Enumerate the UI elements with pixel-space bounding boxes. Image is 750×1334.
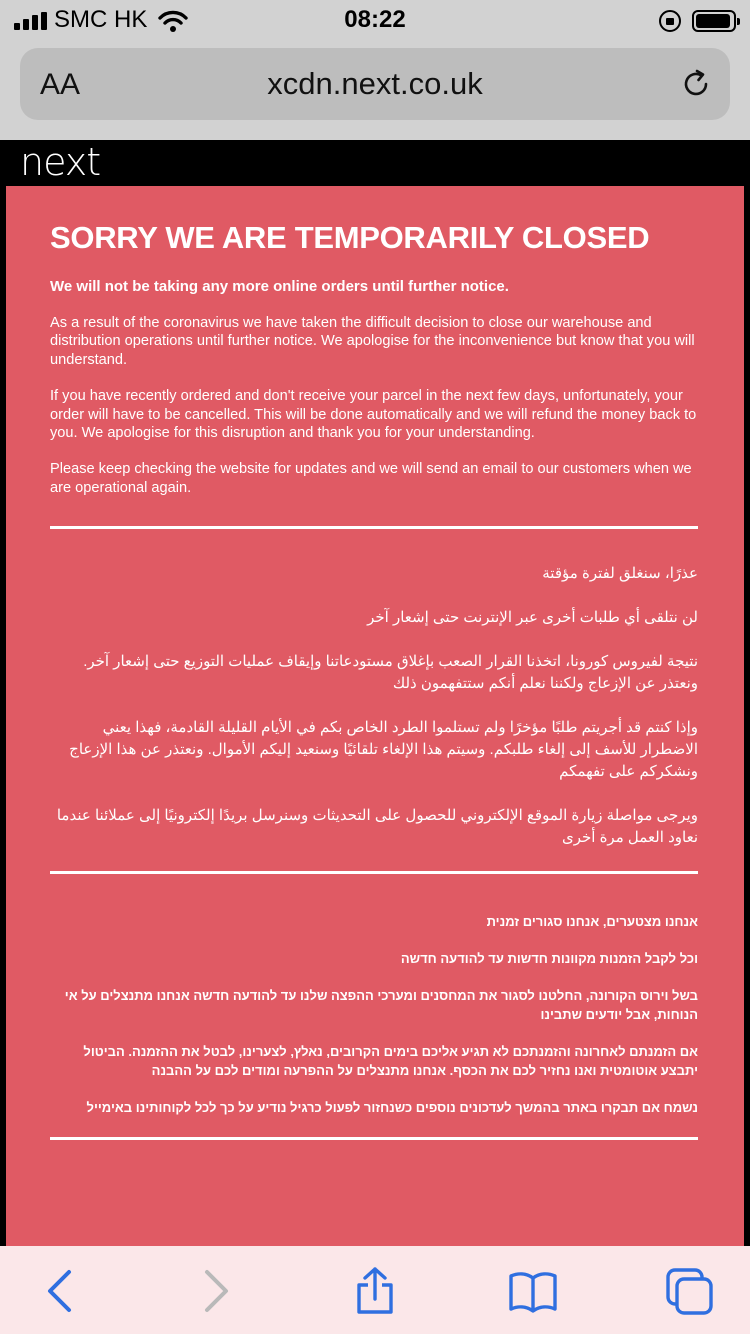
hebrew-paragraph: בשל וירוס הקורונה, החלטנו לסגור את המחסנים ומערכי ההפצה שלנו עד להודעה חדשה אנחנו מתנצלים על אי הנוחות, אבל יודעים שתבינו — [64, 988, 698, 1023]
hebrew-lead: וכל לקבל הזמנות מקוונות חדשות עד להודעה חדשה — [400, 951, 698, 967]
arabic-notice — [50, 563, 698, 849]
paragraph: If you have recently ordered and don't receive your parcel in the next few days, unfortunately, your order will have to be cancelled. This will be done automatically and we will refund the money back to you. We apologise for this disruption and thank you for your understanding. — [50, 388, 697, 442]
arabic-paragraph: ويرجى مواصلة زيارة الموقع الإلكتروني للحصول على التحديثات وسنرسل بريدًا إلكترونيًا إلى عملائنا عندما نعاود العمل مرة أخرى — [56, 807, 698, 847]
arabic-lead: لن نتلقى أي طلبات أخرى عبر الإنترنت حتى إشعار آخر — [367, 609, 698, 627]
reload-icon[interactable] — [680, 68, 712, 100]
clock: 08:22 — [344, 6, 406, 33]
arabic-paragraph: نتيجة لفيروس كورونا، اتخذنا القرار الصعب بإغلاق مستودعاتنا وإيقاف عمليات التوزيع حتى إشعار آخر. ونعتذر عن الإزعاج ولكننا نعلم أنكم ستتفهمون ذلك — [83, 653, 698, 693]
bookmarks-icon[interactable] — [508, 1266, 558, 1316]
arabic-paragraph: وإذا كنتم قد أجريتم طلبًا مؤخرًا ولم تستلموا الطرد الخاص بكم في الأيام القليلة القادمة، فهذا يعني الاضطرار للأسف إلى إلغاء طلبكم. وسيتم هذا الإلغاء تلقائيًا وسنعيد إليكم الأموال. ونعتذر عن هذا الإزعاج ونشكركم على تفهمكم — [69, 719, 698, 781]
battery-icon — [692, 10, 736, 32]
site-logo[interactable]: next — [20, 140, 101, 184]
arabic-title: عذرًا، سنغلق لفترة مؤقتة — [542, 565, 698, 583]
share-icon[interactable] — [350, 1266, 400, 1316]
divider — [50, 871, 698, 874]
forward-icon[interactable] — [190, 1266, 240, 1316]
divider — [50, 526, 698, 529]
hebrew-paragraph: אם הזמנתם לאחרונה והזמנתכם לא תגיע אליכם בימים הקרובים, נאלץ, לצערינו, לבטל את ההזמנה. הביטול יתבצע אוטומטית ואנו נחזיר לכם את הכסף. אנחנו מתנצלים על ההפרעה ומודים לכם על ההבנה — [83, 1044, 698, 1079]
closure-notice-panel — [6, 140, 744, 1246]
notice-content — [50, 218, 698, 1140]
address-bar[interactable] — [20, 48, 730, 120]
divider — [50, 1137, 698, 1140]
page-title: SORRY WE ARE TEMPORARILY CLOSED — [50, 220, 650, 255]
paragraph: As a result of the coronavirus we have taken the difficult decision to close our warehouse and distribution operations until further notice. We apologise for the inconvenience but know that you will understand. — [50, 315, 695, 368]
hebrew-notice — [50, 912, 698, 1117]
lead-text: We will not be taking any more online orders until further notice. — [50, 278, 509, 295]
text-size-button[interactable]: AA — [40, 68, 81, 101]
orientation-lock-icon — [659, 10, 681, 32]
hebrew-title: אנחנו מצטערים, אנחנו סגורים זמנית — [486, 914, 698, 930]
paragraph: Please keep checking the website for updates and we will send an email to our customers when we are operational again. — [50, 461, 692, 496]
carrier-name: SMC HK — [54, 6, 148, 33]
status-bar — [0, 0, 750, 44]
web-page — [0, 140, 750, 1246]
url-text[interactable]: xcdn.next.co.uk — [267, 66, 483, 101]
browser-toolbar — [0, 1246, 750, 1334]
hebrew-paragraph: נשמח אם תבקרו באתר בהמשך לעדכונים נוספים כשנחזור לפעול כרגיל נודיע על כך לכל לקוחותינו באימייל — [86, 1100, 698, 1116]
site-header — [6, 140, 744, 186]
tabs-icon[interactable] — [664, 1266, 714, 1316]
browser-address-area — [0, 44, 750, 140]
back-icon[interactable] — [36, 1266, 86, 1316]
